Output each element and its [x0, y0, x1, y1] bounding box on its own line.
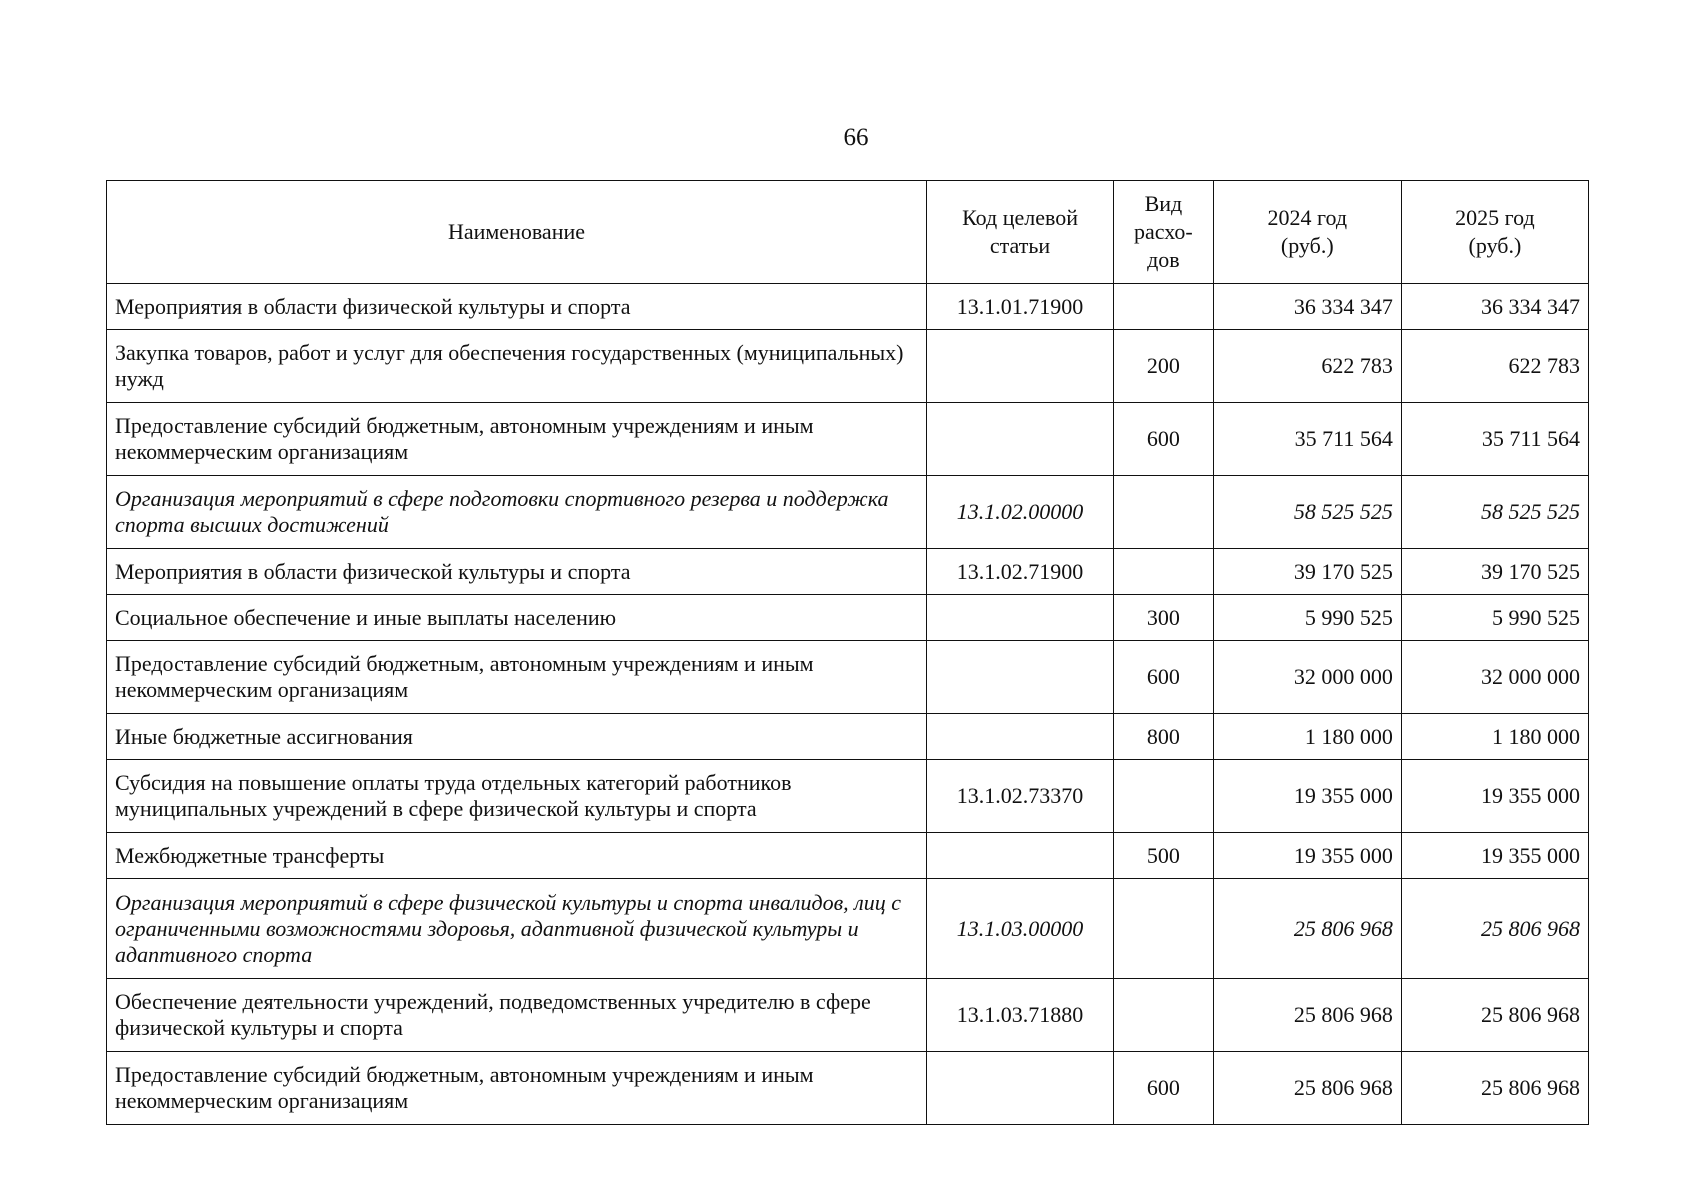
cell-type: 600 [1114, 403, 1214, 476]
cell-2024: 19 355 000 [1213, 760, 1401, 833]
cell-2024: 1 180 000 [1213, 714, 1401, 760]
cell-name: Предоставление субсидий бюджетным, автономным учреждениям и иным некоммерческим организациям [107, 1052, 927, 1125]
cell-2024: 25 806 968 [1213, 979, 1401, 1052]
cell-2024: 25 806 968 [1213, 879, 1401, 979]
cell-name: Субсидия на повышение оплаты труда отдельных категорий работников муниципальных учреждений в сфере физической культуры и спорта [107, 760, 927, 833]
cell-type: 800 [1114, 714, 1214, 760]
table-row [107, 595, 1589, 641]
cell-code [926, 714, 1113, 760]
header-type: Вид расхо-дов [1114, 181, 1214, 284]
header-code: Код целевой статьи [926, 181, 1113, 284]
cell-name: Мероприятия в области физической культуры и спорта [107, 284, 927, 330]
cell-2025: 1 180 000 [1401, 714, 1588, 760]
cell-type [1114, 879, 1214, 979]
cell-code: 13.1.02.73370 [926, 760, 1113, 833]
header-2024: 2024 год (руб.) [1213, 181, 1401, 284]
table-row [107, 1052, 1589, 1125]
cell-2025: 36 334 347 [1401, 284, 1588, 330]
cell-code: 13.1.01.71900 [926, 284, 1113, 330]
cell-type: 300 [1114, 595, 1214, 641]
cell-2025: 25 806 968 [1401, 879, 1588, 979]
cell-code [926, 595, 1113, 641]
cell-name: Мероприятия в области физической культуры и спорта [107, 549, 927, 595]
cell-name: Предоставление субсидий бюджетным, автономным учреждениям и иным некоммерческим организациям [107, 641, 927, 714]
cell-code: 13.1.03.71880 [926, 979, 1113, 1052]
cell-2025: 19 355 000 [1401, 833, 1588, 879]
cell-code: 13.1.02.00000 [926, 476, 1113, 549]
cell-code [926, 403, 1113, 476]
cell-2025: 58 525 525 [1401, 476, 1588, 549]
table-row [107, 641, 1589, 714]
table-row [107, 979, 1589, 1052]
table-row [107, 714, 1589, 760]
cell-2025: 32 000 000 [1401, 641, 1588, 714]
cell-2025: 25 806 968 [1401, 979, 1588, 1052]
cell-2024: 19 355 000 [1213, 833, 1401, 879]
cell-name: Обеспечение деятельности учреждений, подведомственных учредителю в сфере физической культуры и спорта [107, 979, 927, 1052]
table-row [107, 760, 1589, 833]
cell-2025: 622 783 [1401, 330, 1588, 403]
cell-2024: 622 783 [1213, 330, 1401, 403]
cell-type [1114, 979, 1214, 1052]
cell-type [1114, 760, 1214, 833]
budget-table [106, 180, 1589, 1125]
cell-name: Предоставление субсидий бюджетным, автономным учреждениям и иным некоммерческим организациям [107, 403, 927, 476]
table-row [107, 879, 1589, 979]
cell-2024: 39 170 525 [1213, 549, 1401, 595]
cell-type [1114, 476, 1214, 549]
header-2025: 2025 год (руб.) [1401, 181, 1588, 284]
cell-type: 600 [1114, 1052, 1214, 1125]
cell-name: Закупка товаров, работ и услуг для обеспечения государственных (муниципальных) нужд [107, 330, 927, 403]
table-row [107, 833, 1589, 879]
cell-name: Организация мероприятий в сфере подготовки спортивного резерва и поддержка спорта высших достижений [107, 476, 927, 549]
cell-type: 500 [1114, 833, 1214, 879]
cell-2025: 35 711 564 [1401, 403, 1588, 476]
cell-2024: 36 334 347 [1213, 284, 1401, 330]
cell-code [926, 833, 1113, 879]
table-row [107, 403, 1589, 476]
cell-code: 13.1.03.00000 [926, 879, 1113, 979]
cell-code: 13.1.02.71900 [926, 549, 1113, 595]
cell-name: Организация мероприятий в сфере физической культуры и спорта инвалидов, лиц с ограниченными возможностями здоровья, адаптивной физической культуры и адаптивного спорта [107, 879, 927, 979]
cell-2025: 5 990 525 [1401, 595, 1588, 641]
cell-name: Социальное обеспечение и иные выплаты населению [107, 595, 927, 641]
cell-2025: 19 355 000 [1401, 760, 1588, 833]
cell-type: 200 [1114, 330, 1214, 403]
cell-code [926, 330, 1113, 403]
cell-type [1114, 549, 1214, 595]
cell-2024: 35 711 564 [1213, 403, 1401, 476]
table-row [107, 476, 1589, 549]
cell-2024: 5 990 525 [1213, 595, 1401, 641]
cell-2024: 25 806 968 [1213, 1052, 1401, 1125]
table-body [107, 284, 1589, 1125]
cell-name: Межбюджетные трансферты [107, 833, 927, 879]
cell-code [926, 1052, 1113, 1125]
table-row [107, 549, 1589, 595]
header-name: Наименование [107, 181, 927, 284]
cell-type: 600 [1114, 641, 1214, 714]
table-row [107, 284, 1589, 330]
cell-type [1114, 284, 1214, 330]
cell-name: Иные бюджетные ассигнования [107, 714, 927, 760]
cell-code [926, 641, 1113, 714]
cell-2024: 58 525 525 [1213, 476, 1401, 549]
table-header-row [107, 181, 1589, 284]
cell-2025: 25 806 968 [1401, 1052, 1588, 1125]
table-row [107, 330, 1589, 403]
cell-2024: 32 000 000 [1213, 641, 1401, 714]
cell-2025: 39 170 525 [1401, 549, 1588, 595]
page-number: 66 [843, 124, 869, 151]
